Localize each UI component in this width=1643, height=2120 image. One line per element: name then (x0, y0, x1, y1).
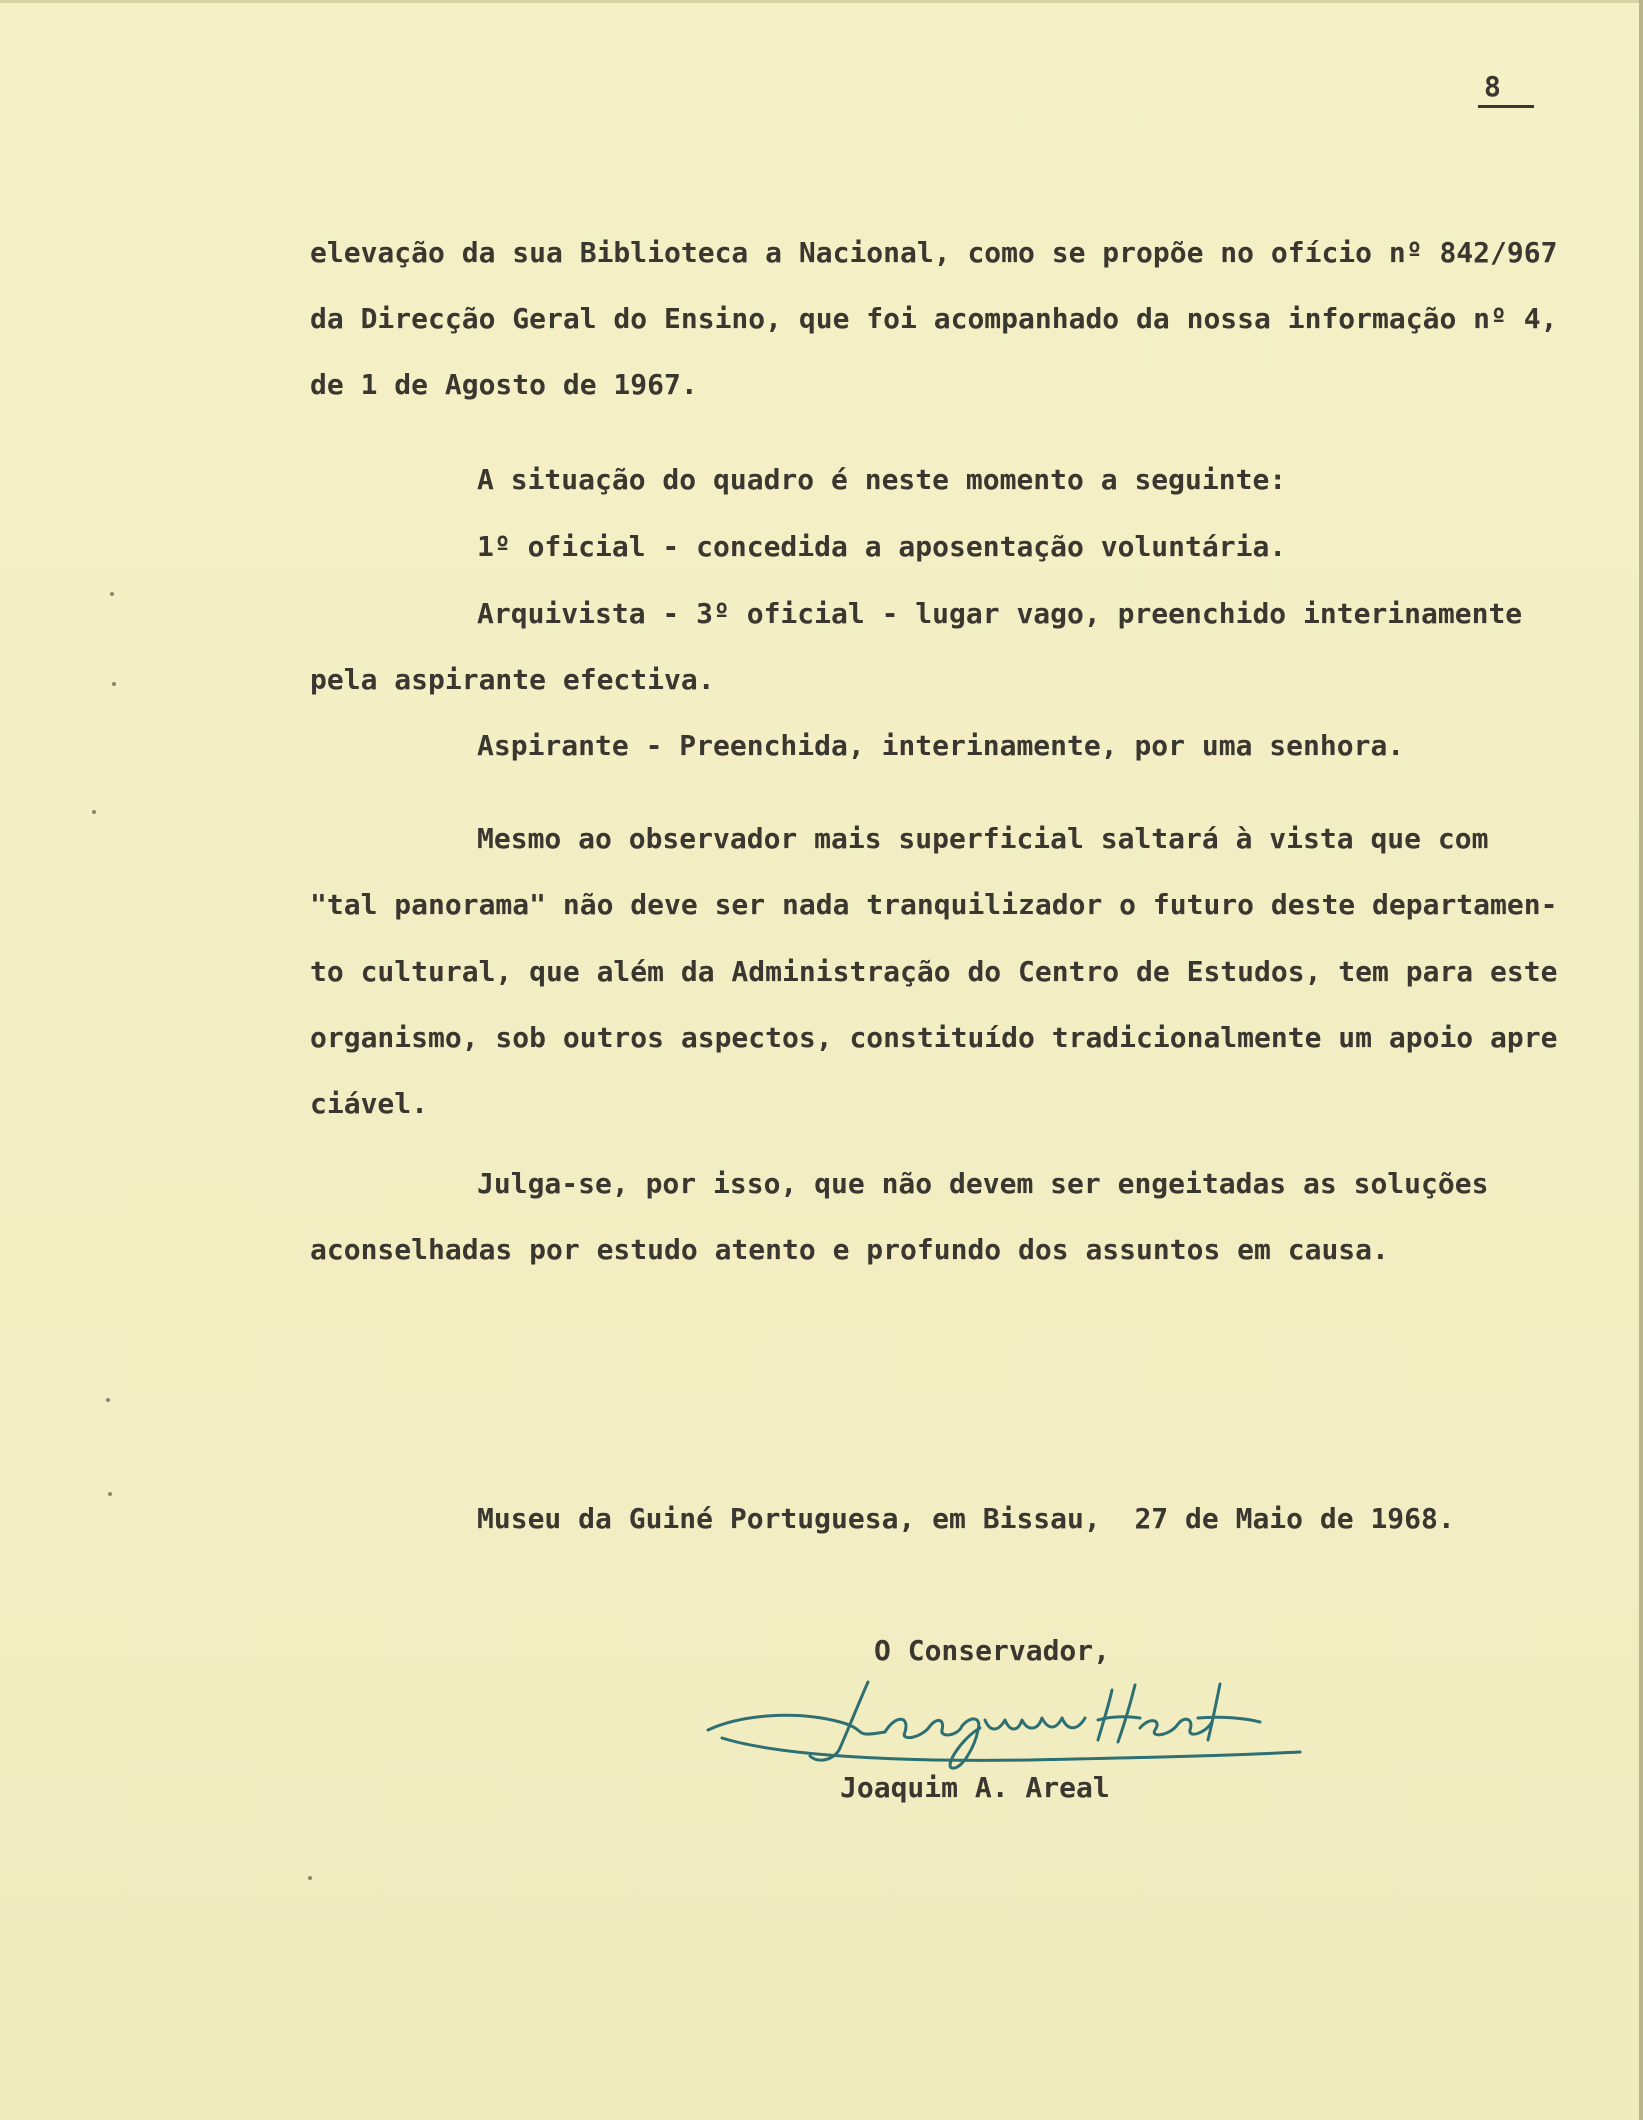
handwritten-signature (700, 1660, 1310, 1780)
paragraph-2-line-3: to cultural, que além da Administração do Centro de Estudos, tem para este (310, 955, 1558, 988)
paper-speck (110, 592, 114, 596)
paragraph-1-line-3: de 1 de Agosto de 1967. (310, 368, 698, 401)
paper-right-edge (1639, 0, 1643, 2120)
paper-speck (92, 810, 96, 814)
quadro-intro: A situação do quadro é neste momento a seguinte: (477, 463, 1287, 496)
closing-title: O Conservador, (874, 1634, 1111, 1667)
quadro-arquivista-line-1: Arquivista - 3º oficial - lugar vago, preenchido interinamente (477, 597, 1523, 630)
paragraph-2-line-1: Mesmo ao observador mais superficial saltará à vista que com (477, 822, 1489, 855)
quadro-aspirante: Aspirante - Preenchida, interinamente, por uma senhora. (477, 729, 1405, 762)
paper-speck (112, 682, 116, 686)
place-date: Museu da Guiné Portuguesa, em Bissau, 27 de Maio de 1968. (477, 1502, 1455, 1535)
paragraph-3-line-2: aconselhadas por estudo atento e profundo dos assuntos em causa. (310, 1233, 1389, 1266)
paragraph-2-line-2: "tal panorama" não deve ser nada tranquilizador o futuro deste departamen- (310, 888, 1558, 921)
paragraph-3-line-1: Julga-se, por isso, que não devem ser engeitadas as soluções (477, 1167, 1489, 1200)
closing-name: Joaquim A. Areal (840, 1771, 1110, 1804)
quadro-arquivista-line-2: pela aspirante efectiva. (310, 663, 715, 696)
paper-speck (106, 1398, 110, 1402)
paragraph-1-line-2: da Direcção Geral do Ensino, que foi acompanhado da nossa informação nº 4, (310, 302, 1558, 335)
quadro-oficial-1: 1º oficial - concedida a aposentação voluntária. (477, 530, 1287, 563)
paragraph-2-line-5: ciável. (310, 1087, 429, 1120)
paper-speck (108, 1492, 112, 1496)
page-number-underline (1478, 105, 1534, 108)
page-number: 8 (1484, 70, 1501, 103)
paragraph-2-line-4: organismo, sob outros aspectos, constituído tradicionalmente um apoio apre (310, 1021, 1558, 1054)
paper-speck (308, 1876, 312, 1880)
paragraph-1-line-1: elevação da sua Biblioteca a Nacional, como se propõe no ofício nº 842/967 (310, 236, 1558, 269)
paper-top-edge (0, 0, 1643, 3)
